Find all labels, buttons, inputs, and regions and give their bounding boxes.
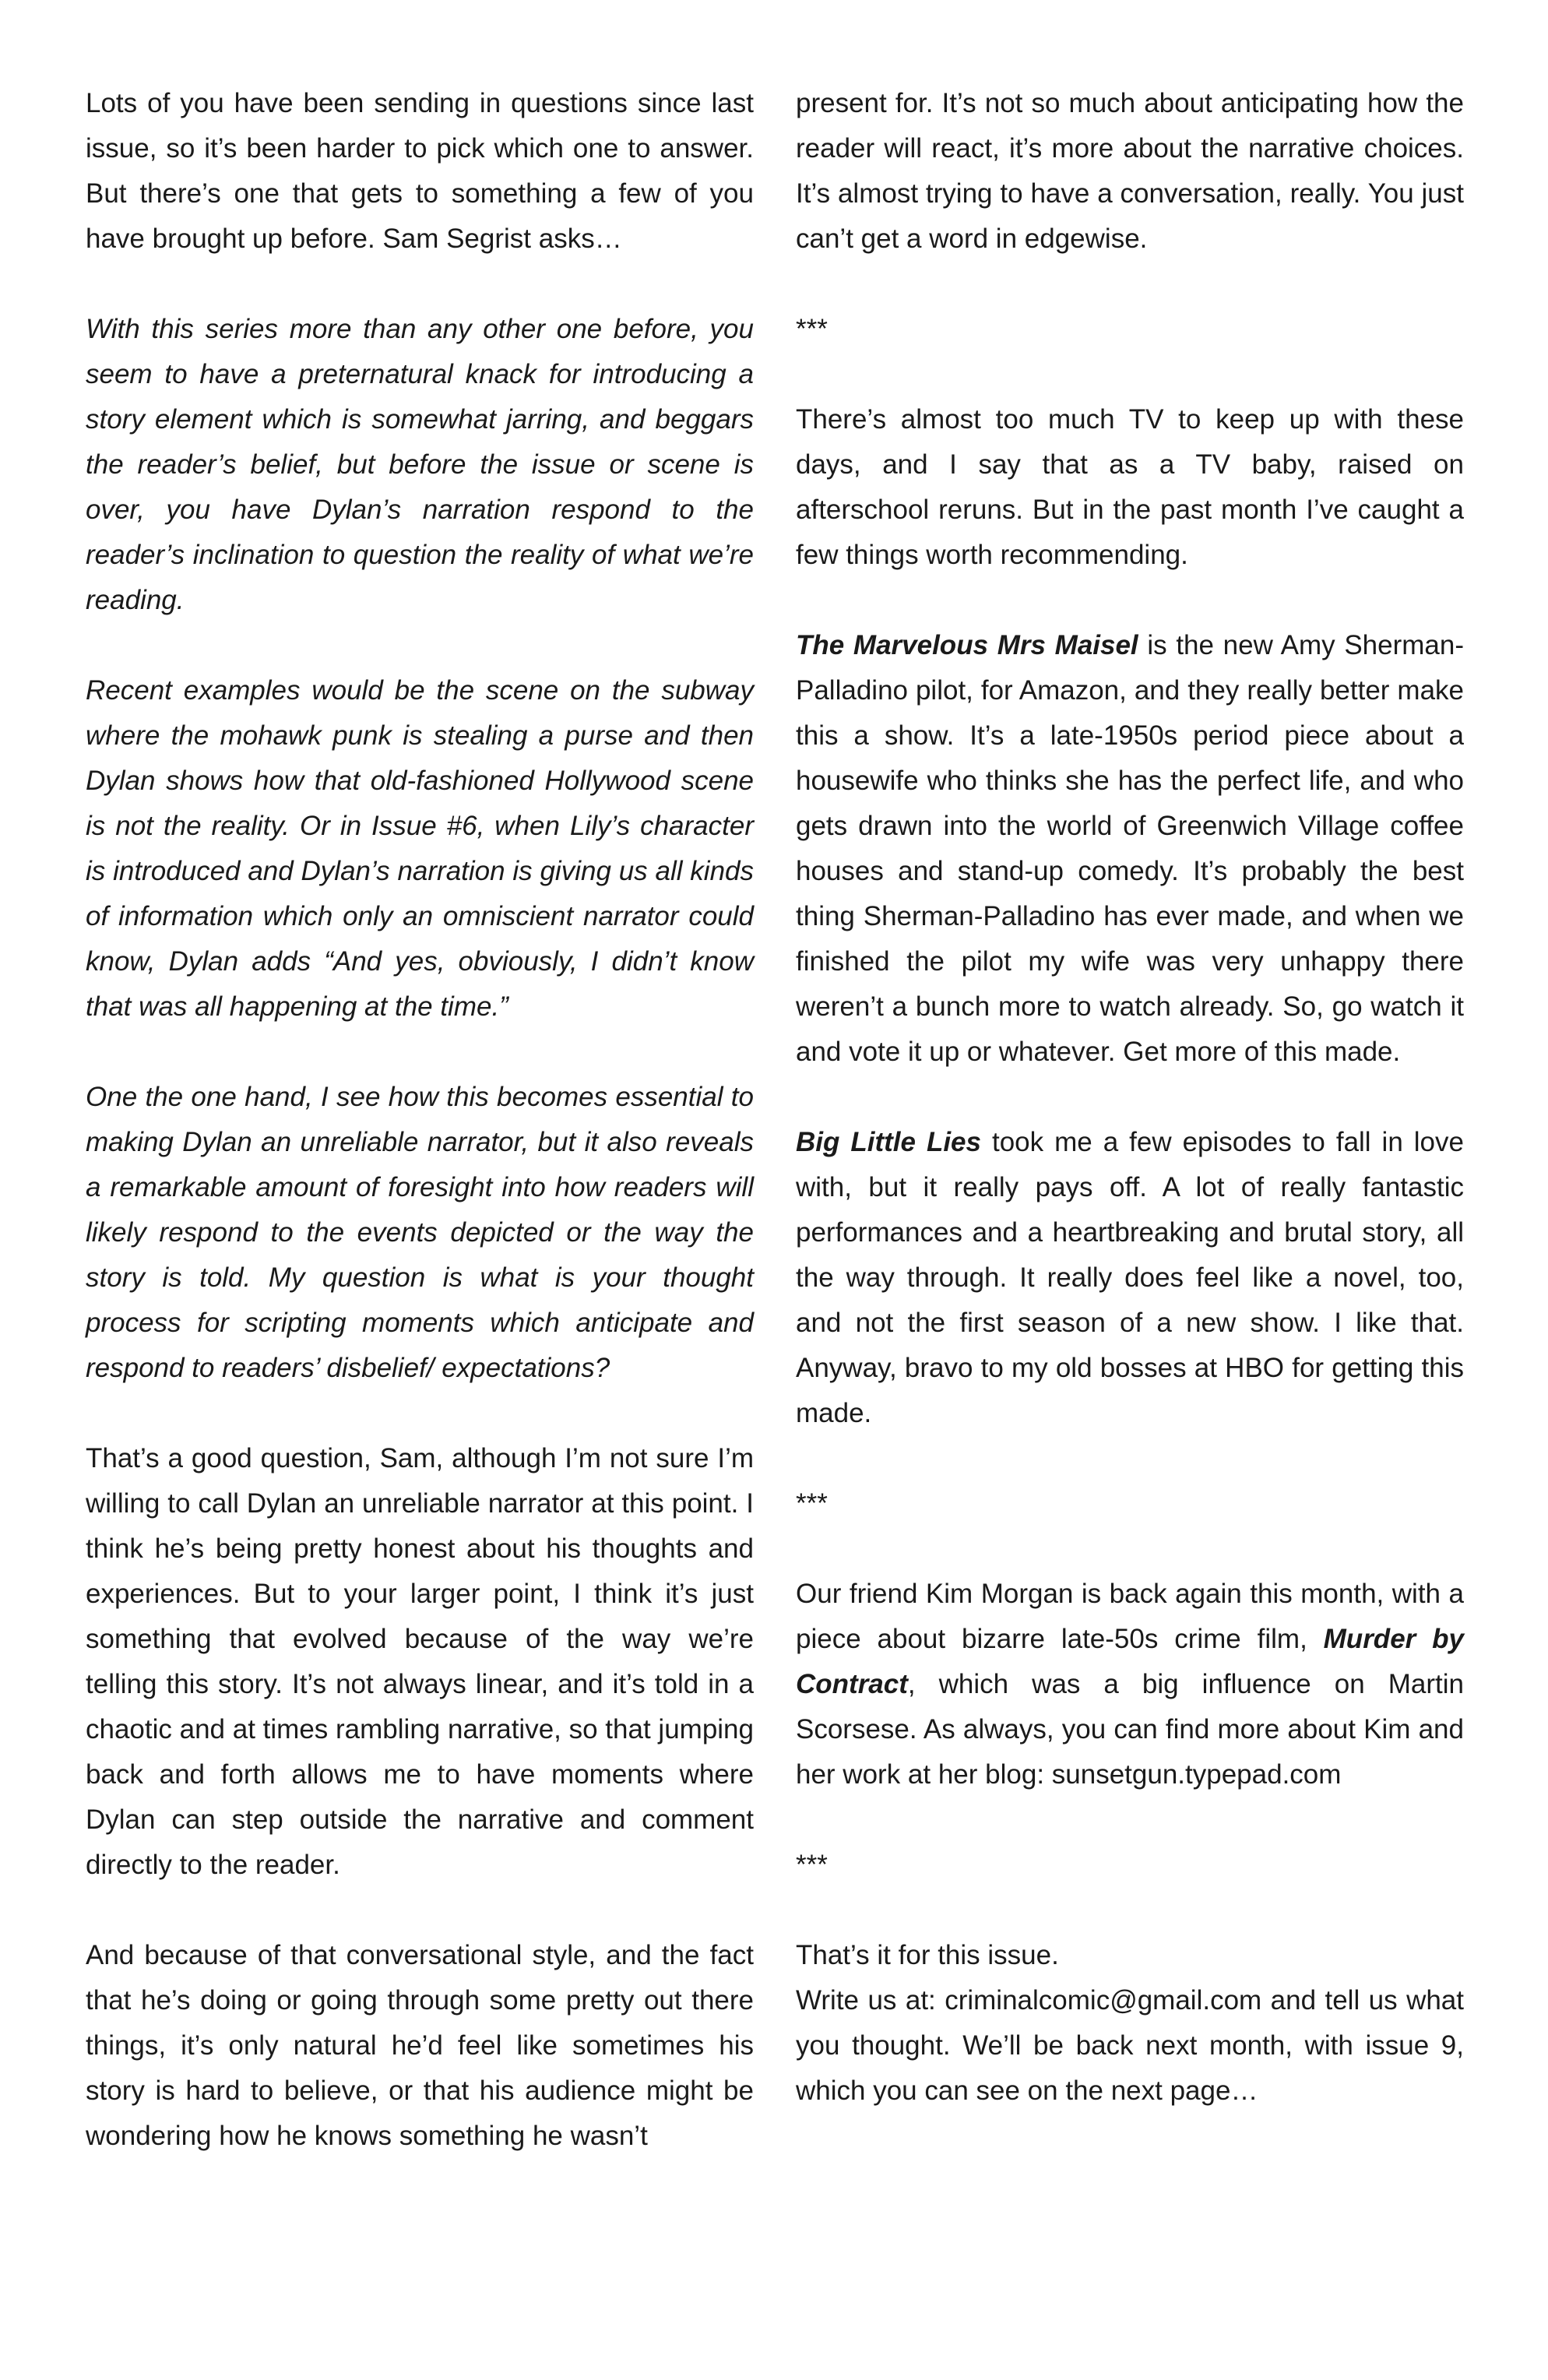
big-little-lies-text: took me a few episodes to fall in love with, but it really pays off. A lot of really fantastic performances and a heartbreaking and brutal story, all the way through. It really does feel like a novel, too, and not the first season of a new show. I like that. Anyway, bravo to my old bosses at HBO for getting this made. xyxy=(796,1127,1464,1428)
show-title-maisel: The Marvelous Mrs Maisel xyxy=(796,630,1138,660)
maisel-paragraph xyxy=(796,623,1464,1075)
kim-morgan-paragraph xyxy=(796,1572,1464,1797)
reader-question-paragraph-1: With this series more than any other one before, you seem to have a preternatural knack for introducing a story element which is somewhat jarring, and beggars the reader’s belief, but before the issue or scene is over, you have Dylan’s narration respond to the reader’s inclination to question the reality of what we’re reading. xyxy=(86,314,754,615)
show-title-big-little-lies: Big Little Lies xyxy=(796,1127,981,1157)
section-separator: *** xyxy=(796,1850,828,1880)
reader-question-paragraph-3: One the one hand, I see how this becomes essential to making Dylan an unreliable narrator, but it also reveals a remarkable amount of foresight into how readers will likely respond to the events depicted or the way the story is told. My question is what is your thought process for scripting moments which anticipate and respond to readers’ disbelief/ expectations? xyxy=(86,1082,754,1383)
reader-question-paragraph-2: Recent examples would be the scene on the subway where the mohawk punk is stealing a purse and then Dylan shows how that old-fashioned Hollywood scene is not the reality. Or in Issue #6, when Lily’s character is introduced and Dylan’s narration is giving us all kinds of information which only an omniscient narrator could know, Dylan adds “And yes, obviously, I didn’t know that was all happening at the time.” xyxy=(86,675,754,1022)
answer-paragraph-3: present for. It’s not so much about anticipating how the reader will react, it’s more about the narrative choices. It’s almost trying to have a conversation, really. You just can’t get a word in edgewise. xyxy=(796,88,1464,254)
section-separator: *** xyxy=(796,1488,828,1519)
intro-paragraph: Lots of you have been sending in questions since last issue, so it’s been harder to pick which one to answer. But there’s one that gets to something a few of you have brought up before. Sam Segrist asks… xyxy=(86,88,754,254)
answer-paragraph-1: That’s a good question, Sam, although I’m not sure I’m willing to call Dylan an unreliable narrator at this point. I think he’s being pretty honest about his thoughts and experiences. But to your larger point, I think it’s just something that evolved because of the way we’re telling this story. It’s not always linear, and it’s told in a chaotic and at times rambling narrative, so that jumping back and forth allows me to have moments where Dylan can step outside the narrative and comment directly to the reader. xyxy=(86,1443,754,1880)
film-title-murder-by-contract: Murder by Contract xyxy=(796,1624,1464,1699)
maisel-text: is the new Amy Sherman-Palladino pilot, for Amazon, and they really better make this a show. It’s a late-1950s period piece about a housewife who thinks she has the perfect life, and who gets drawn into the world of Greenwich Village coffee houses and stand-up comedy. It’s probably the best thing Sherman-Palladino has ever made, and when we finished the pilot my wife was very unhappy there weren’t a bunch more to watch already. So, go watch it and vote it up or whatever. Get more of this made. xyxy=(796,630,1465,1067)
kim-morgan-text-post: , which was a big influence on Martin Scorsese. As always, you can find more about Kim and her work at her blog: sunsetgun.typepad.com xyxy=(796,1669,1464,1790)
closing-line-1: That’s it for this issue. xyxy=(796,1940,1059,1970)
closing-paragraph xyxy=(796,1933,1464,2114)
kim-morgan-text-pre: Our friend Kim Morgan is back again this month, with a piece about bizarre late-50s crime film, xyxy=(796,1579,1464,1654)
answer-paragraph-2: And because of that conversational style, and the fact that he’s doing or going through some pretty out there things, it’s only natural he’d feel like sometimes his story is hard to believe, or that his audience might be wondering how he knows something he wasn’t xyxy=(86,1940,754,2151)
closing-line-2: Write us at: criminalcomic@gmail.com and tell us what you thought. We’ll be back next month, with issue 9, which you can see on the next page… xyxy=(796,1985,1464,2106)
section-separator: *** xyxy=(796,314,828,344)
right-column xyxy=(796,81,1464,2114)
left-column xyxy=(86,81,754,2159)
tv-intro-paragraph: There’s almost too much TV to keep up with these days, and I say that as a TV baby, raised on afterschool reruns. But in the past month I’ve caught a few things worth recommending. xyxy=(796,404,1464,570)
big-little-lies-paragraph xyxy=(796,1120,1464,1436)
